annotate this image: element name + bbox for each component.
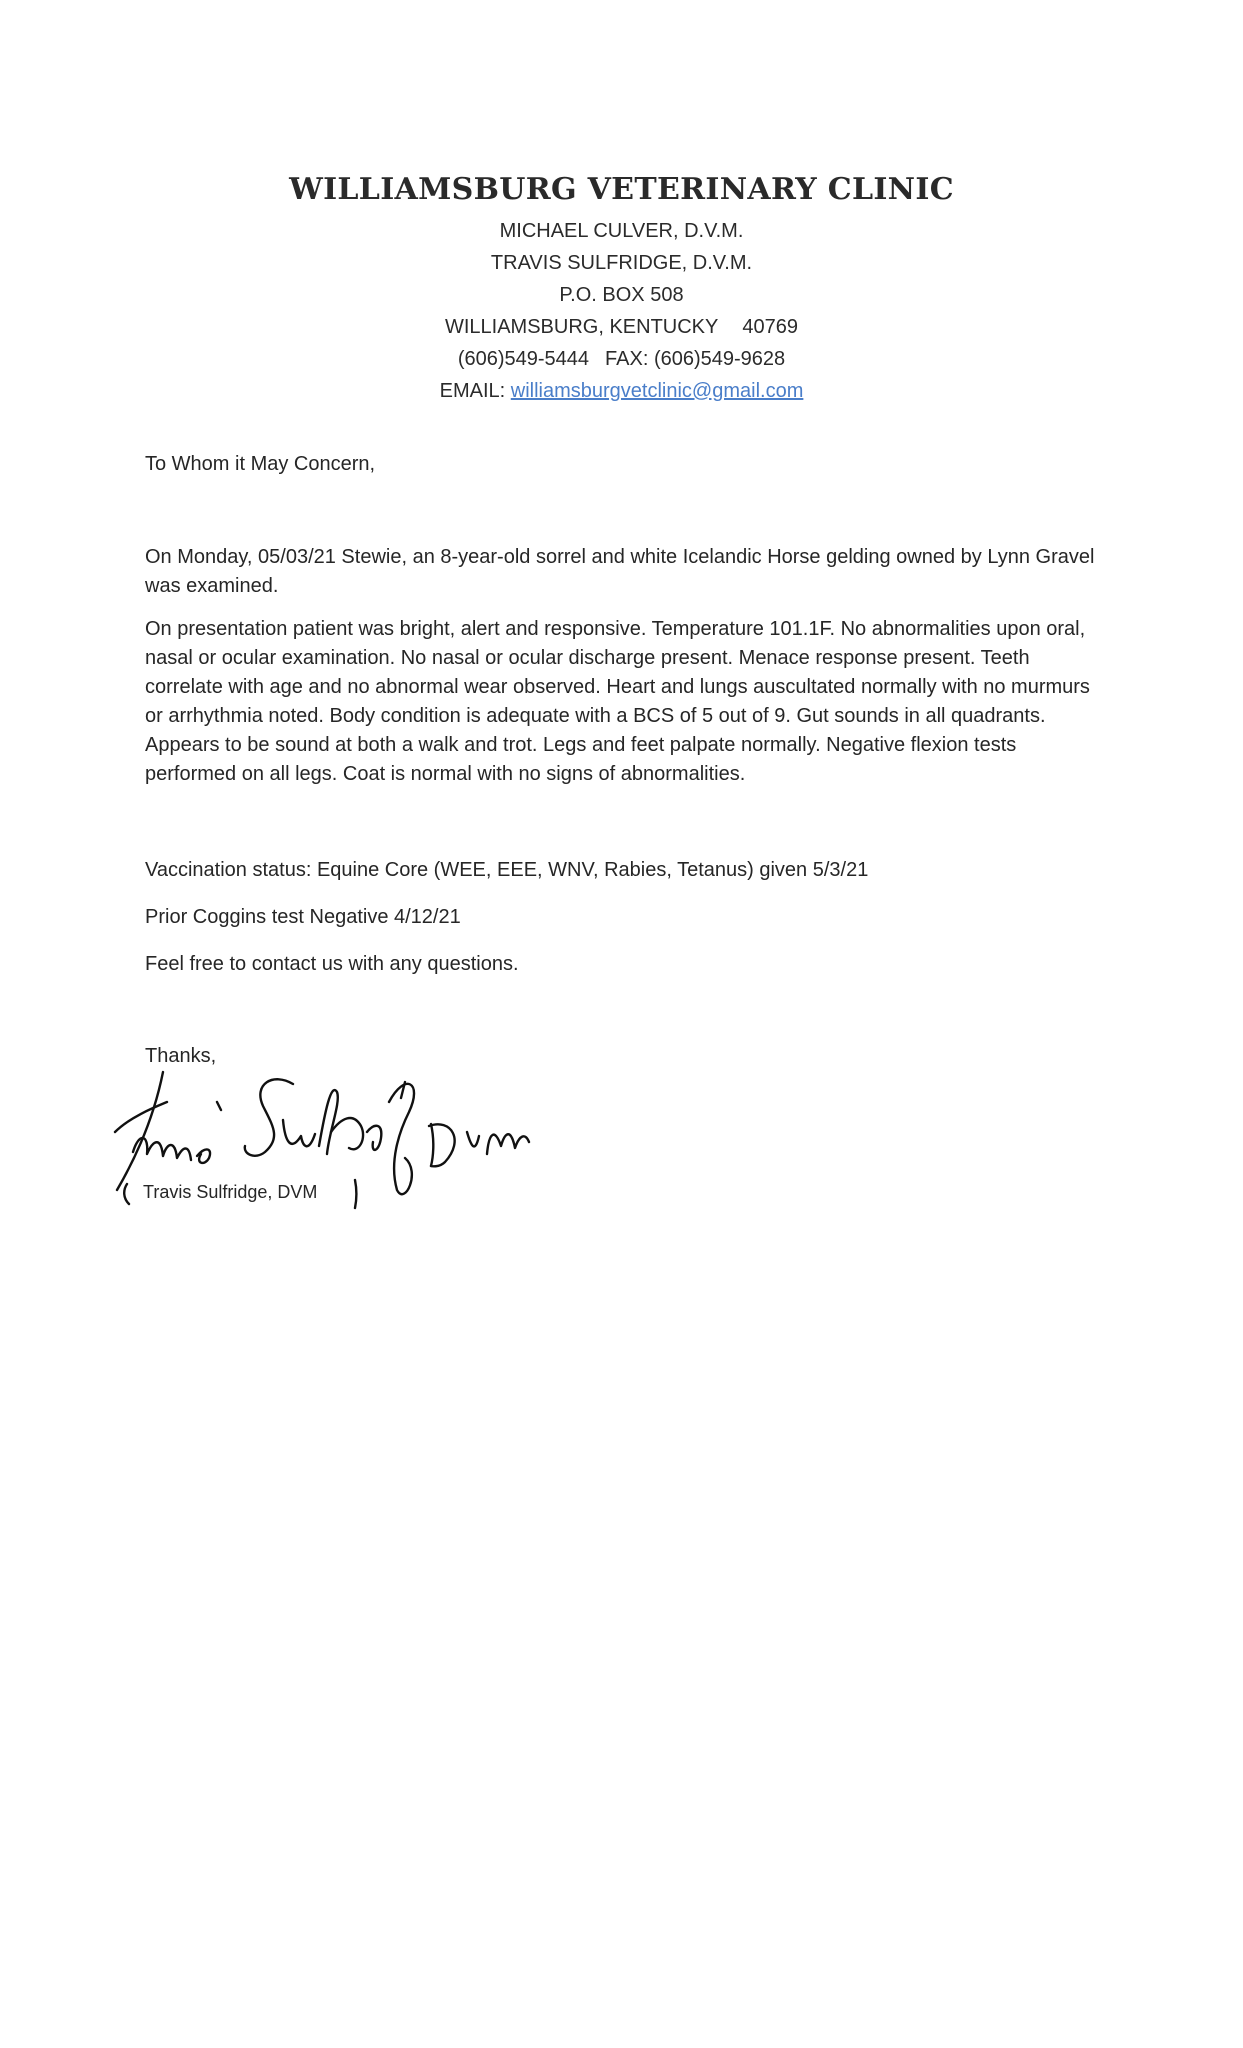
phone-number: (606)549-5444 bbox=[457, 348, 590, 370]
exam-findings-paragraph: On presentation patient was bright, alert and responsive. Temperature 101.1F. No abnormalities upon oral, nasal or ocular examination. No nasal or ocular discharge present. Menace response present. Teeth correlate with age and no abnormal wear observed. Heart and lungs auscultated normally with no murmurs or arrhythmia noted. Body condition is adequate with a BCS of 5 out of 9. Gut sounds in all quadrants. Appears to be sound at both a walk and trot. Legs and feet palpate normally. Negative flexion tests performed on all legs. Coat is normal with no signs of abnormalities. bbox=[145, 618, 1090, 785]
salutation: To Whom it May Concern, bbox=[145, 453, 376, 475]
letterhead bbox=[0, 172, 1243, 407]
closing: Thanks, bbox=[145, 1045, 217, 1067]
fax-number: FAX: (606)549-9628 bbox=[605, 348, 786, 370]
coggins-test: Prior Coggins test Negative 4/12/21 bbox=[145, 906, 461, 928]
email-line bbox=[0, 375, 1243, 407]
email-label: EMAIL: bbox=[439, 380, 506, 402]
doctor-name-2: TRAVIS SULFRIDGE, D.V.M. bbox=[490, 252, 753, 274]
exam-intro-paragraph: On Monday, 05/03/21 Stewie, an 8-year-old sorrel and white Icelandic Horse gelding owned by Lynn Gravel was examined. bbox=[145, 546, 1095, 597]
doctor-name-1: MICHAEL CULVER, D.V.M. bbox=[499, 220, 744, 242]
city-state: WILLIAMSBURG, KENTUCKY bbox=[444, 316, 719, 338]
po-box: P.O. BOX 508 bbox=[559, 284, 684, 306]
vaccination-status: Vaccination status: Equine Core (WEE, EEE, WNV, Rabies, Tetanus) given 5/3/21 bbox=[145, 859, 869, 881]
phone-fax bbox=[0, 343, 1243, 375]
city-state-zip bbox=[0, 311, 1243, 343]
email-link[interactable]: williamsburgvetclinic@gmail.com bbox=[510, 380, 804, 402]
zip-code: 40769 bbox=[742, 316, 798, 338]
clinic-name: WILLIAMSBURG VETERINARY CLINIC bbox=[289, 172, 954, 207]
contact-line: Feel free to contact us with any questions. bbox=[145, 953, 519, 975]
signer-name: Travis Sulfridge, DVM bbox=[143, 1182, 318, 1202]
